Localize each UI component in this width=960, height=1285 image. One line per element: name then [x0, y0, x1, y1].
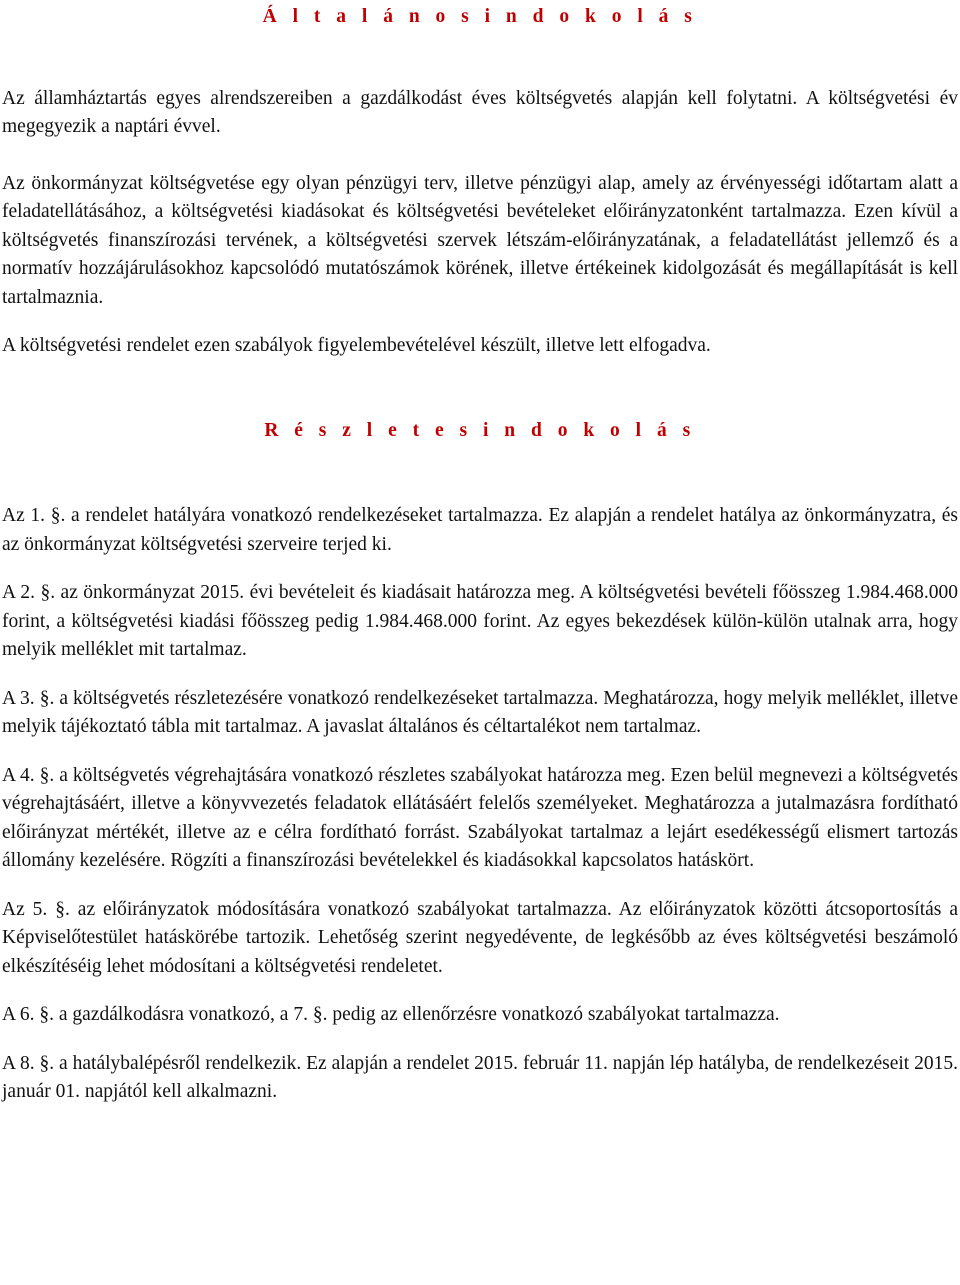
- section-4-paragraph: A 4. §. a költségvetés végrehajtására vonatkozó részletes szabályokat határozza meg. Ezen belül megnevezi a költségvetés végrehajtásáért, illetve a könyvvezetés feladatok ellátásáért felelős személyeket. Meghatározza a jutalmazásra fordítható előirányzat mértékét, illetve az e célra fordítható forrást. Szabályokat tartalmaz a lejárt esedékességű elismert tartozás állomány kezelésére. Rögzíti a finanszírozási bevételekkel és kiadásokkal kapcsolatos hatáskört.: [2, 764, 958, 871]
- section-5-paragraph: Az 5. §. az előirányzatok módosítására vonatkozó szabályokat tartalmazza. Az előirányzatok közötti átcsoportosítás a Képviselőtestület hatáskörébe tartozik. Lehetőség szerint negyedévente, de legkésőbb az éves költségvetési beszámoló elkészítéséig lehet módosítani a költségvetési rendeletet.: [2, 898, 958, 977]
- budget-contents-text: Ezen kívül a költségvetés finanszírozási tervének, a költségvetési szervek létszám-előirányzatának, a feladatellátást jellemző és a normatív hozzájárulásokhoz kapcsolódó mutatószámok körének, illetve értékeinek kidolgozását és megállapítását is kell tartalmaznia.: [2, 201, 959, 308]
- general-justification-heading: Á l t a l á n o s i n d o k o l á s: [262, 6, 698, 27]
- general-paragraph-budget-definition: [2, 170, 958, 313]
- general-paragraph-adoption: A költségvetési rendelet ezen szabályok figyelembevételével készült, illetve lett elfogadva.: [2, 335, 711, 356]
- detailed-justification-heading: R é s z l e t e s i n d o k o l á s: [264, 419, 696, 441]
- budget-definition-text: Az önkormányzat költségvetése egy olyan pénzügyi terv, illetve pénzügyi alap, amely az érvényességi időtartam alatt a feladatellátásához, a költségvetési kiadásokat és költségvetési bevételeket előirányzatonként tartalmazza.: [2, 172, 958, 222]
- section-1-paragraph: Az 1. §. a rendelet hatályára vonatkozó rendelkezéseket tartalmazza. Ez alapján a rendelet hatálya az önkormányzatra, és az önkormányzat költségvetési szerveire terjed ki.: [2, 505, 958, 555]
- section-8-paragraph: A 8. §. a hatálybalépésről rendelkezik. Ez alapján a rendelet 2015. február 11. napján lép hatályba, de rendelkezéseit 2015. január 01. napjától kell alkalmazni.: [2, 1052, 958, 1102]
- section-2-paragraph: A 2. §. az önkormányzat 2015. évi bevételeit és kiadásait határozza meg. A költségvetési bevételi főösszeg 1.984.468.000 forint, a költségvetési kiadási főösszeg pedig 1.984.468.000 forint. Az egyes bekezdések külön-külön utalnak arra, hogy melyik melléklet mit tartalmaz.: [2, 582, 958, 660]
- section-6-7-paragraph: A 6. §. a gazdálkodásra vonatkozó, a 7. §. pedig az ellenőrzésre vonatkozó szabályokat tartalmazza.: [2, 1004, 780, 1025]
- section-3-paragraph: A 3. §. a költségvetés részletezésére vonatkozó rendelkezéseket tartalmazza. Meghatározza, hogy melyik melléklet, illetve melyik tájékoztató tábla mit tartalmaz. A javaslat általános és céltartalékot nem tartalmaz.: [2, 687, 958, 737]
- general-paragraph-budget-year: Az államháztartás egyes alrendszereiben a gazdálkodást éves költségvetés alapján kell folytatni. A költségvetési év megegyezik a naptári évvel.: [2, 87, 958, 137]
